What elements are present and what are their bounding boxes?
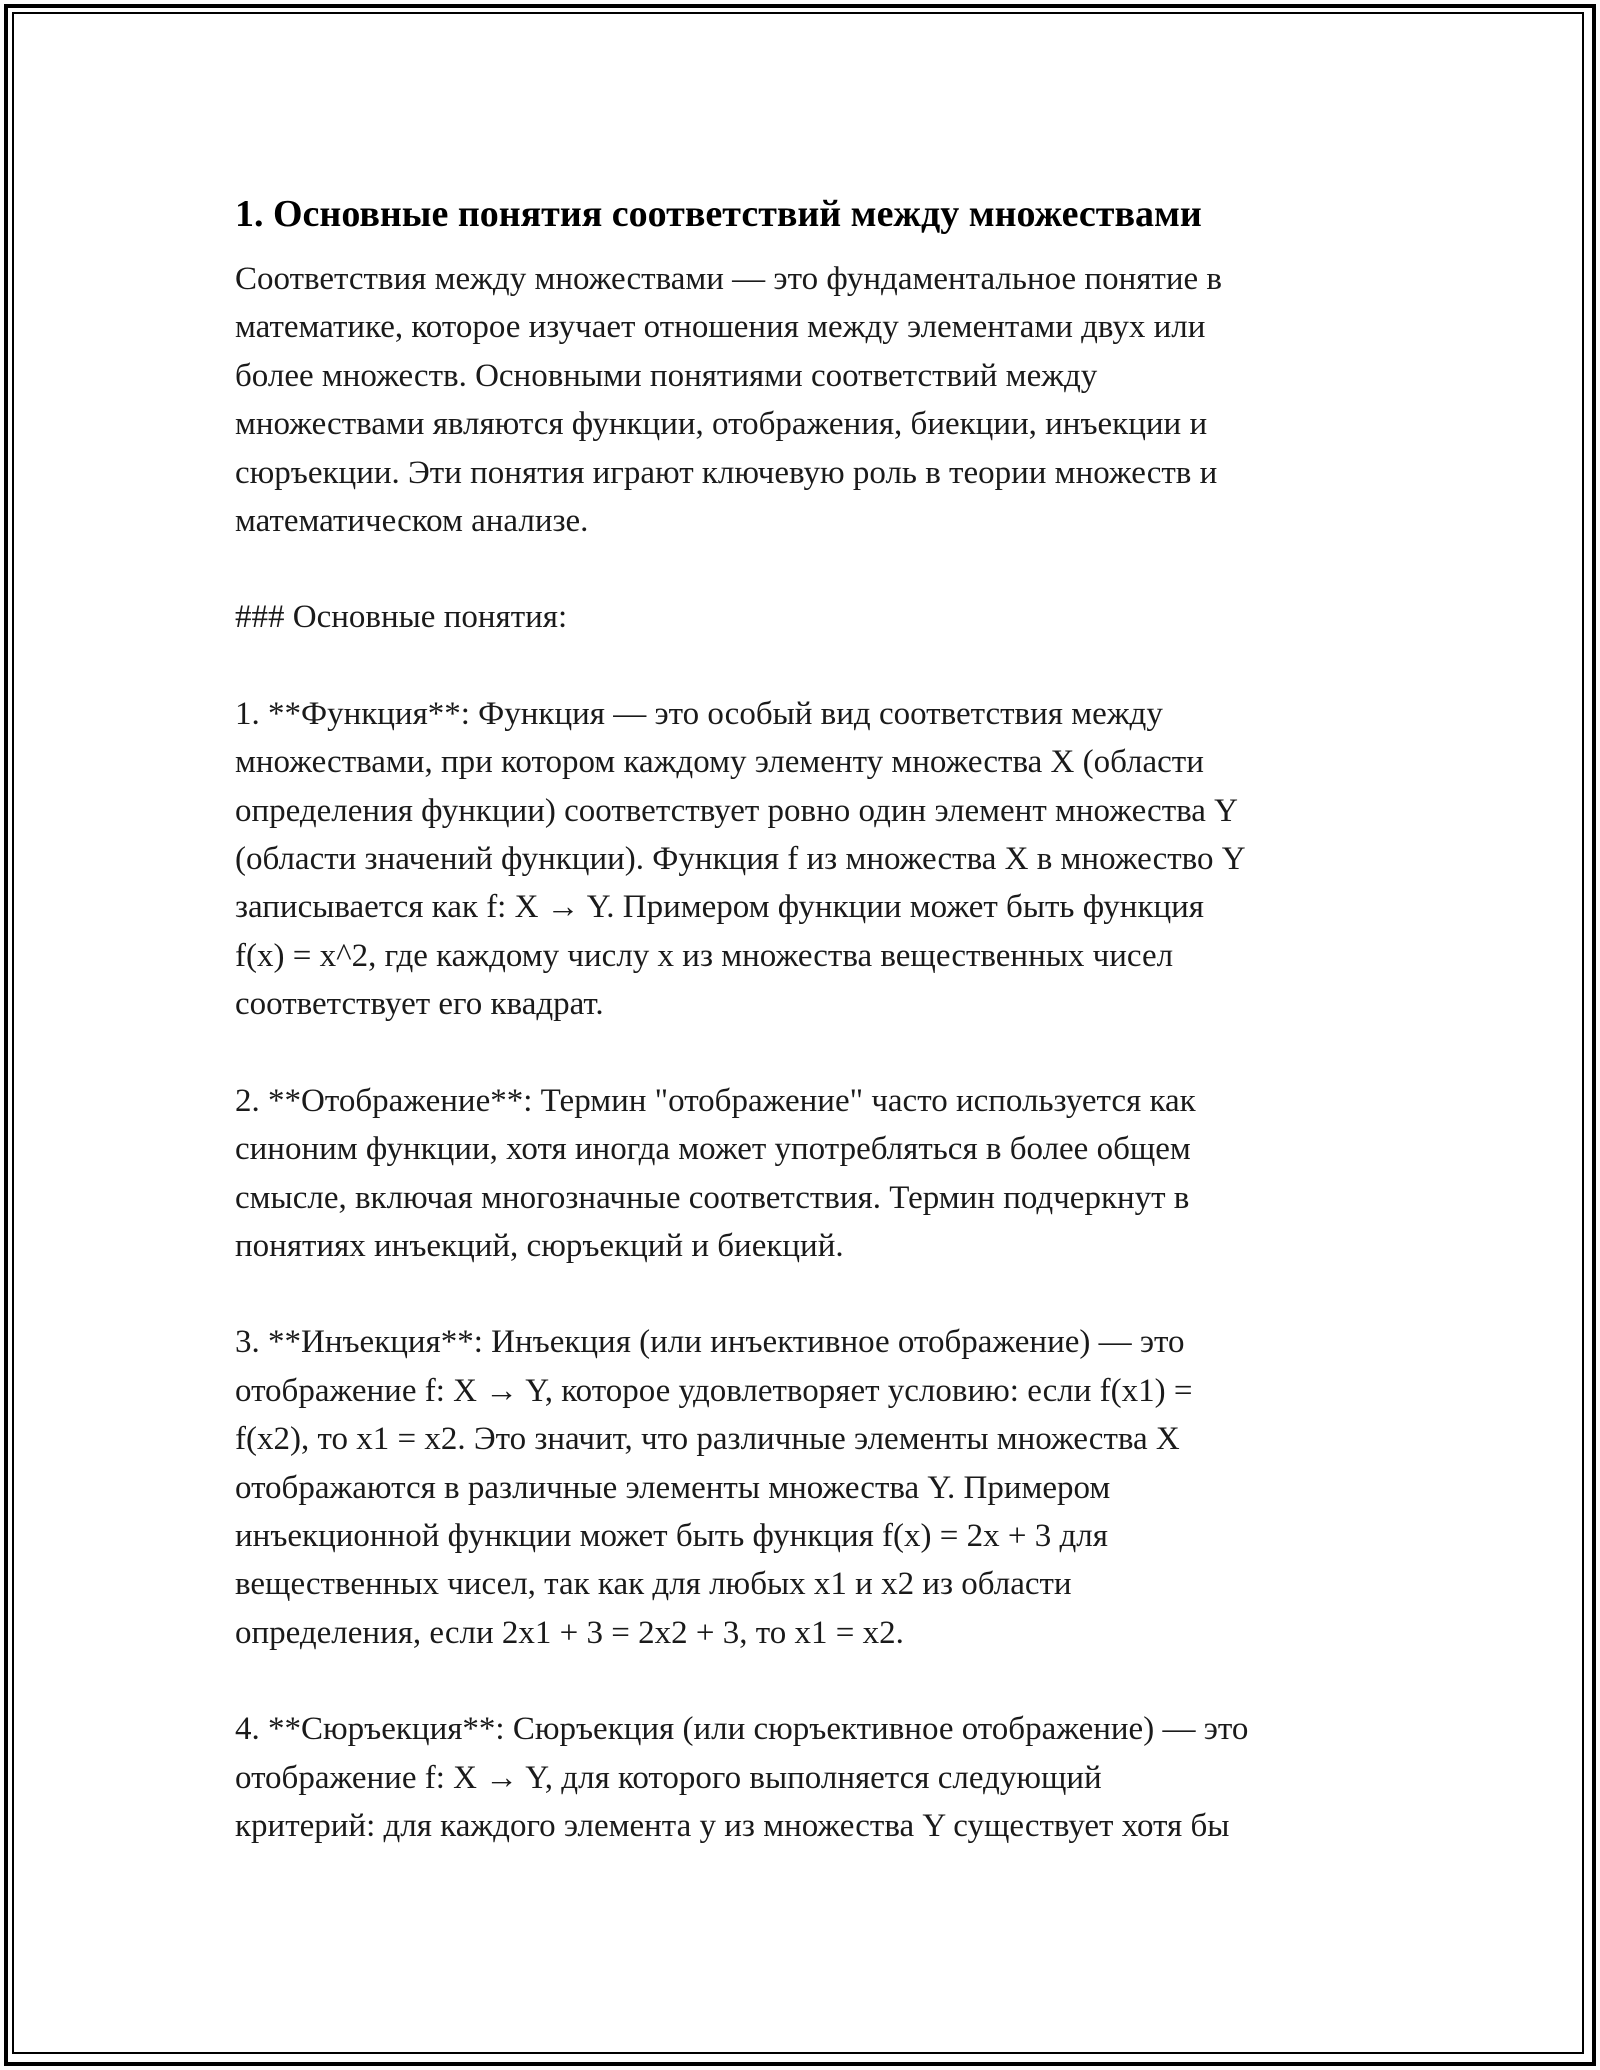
list-item-function: 1. **Функция**: Функция — это особый вид соответствия между множествами, при котором каждому элементу множества X (области определения функции) соответствует ровно один элемент множества Y (области значений функции). Функция f из множества X в множество Y записывается как f: X → Y. Примером функции может быть функция f(x) = x^2, где каждому числу x из множества вещественных чисел соответствует его квадрат.: [235, 695, 1246, 1023]
list-item-mapping: 2. **Отображение**: Термин "отображение" часто используется как синоним функции, хотя иногда может употребляться в более общем смысле, включая многозначные соответствия. Термин подчеркнут в понятиях инъекций, сюръекций и биекций.: [235, 1082, 1196, 1264]
list-item-surjection: 4. **Сюръекция**: Сюръекция (или сюръективное отображение) — это отображение f: X → Y, для которого выполняется следующий критерий: для каждого элемента y из множества Y существует хотя бы: [235, 1711, 1249, 1844]
list-item-injection: 3. **Инъекция**: Инъекция (или инъективное отображение) — это отображение f: X → Y, которое удовлетворяет условию: если f(x1) = f(x2), то x1 = x2. Это значит, что различные элементы множества X отображаются в различные элементы множества Y. Примером инъекционной функции может быть функция f(x) = 2x + 3 для вещественных чисел, так как для любых x1 и x2 из области определения, если 2x1 + 3 = 2x2 + 3, то x1 = x2.: [235, 1324, 1193, 1651]
document-body: [235, 183, 1395, 1850]
intro-paragraph: Соответствия между множествами — это фундаментальное понятие в математике, которое изучает отношения между элементами двух или более множеств. Основными понятиями соответствий между множествами являются функции, отображения, биекции, инъекции и сюръекции. Эти понятия играют ключевую роль в теории множеств и математическом анализе.: [235, 261, 1222, 540]
page-title: 1. Основные понятия соответствий между множествами: [235, 193, 1202, 235]
section-subheading: ### Основные понятия:: [235, 599, 568, 636]
